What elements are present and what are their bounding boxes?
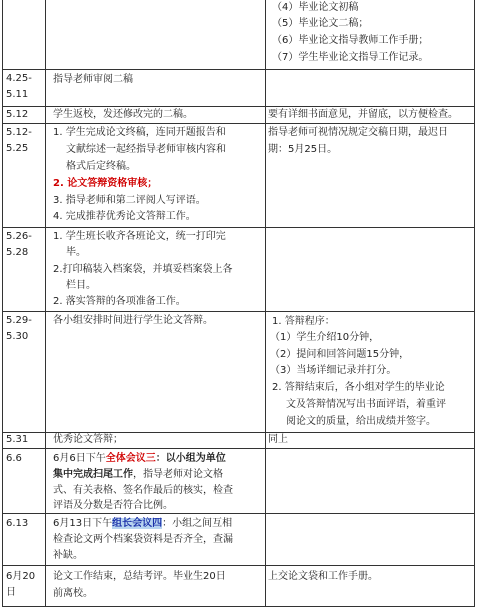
task-line: 格式后定终稿。 [66, 161, 136, 172]
task-line: 栏目。 [66, 280, 96, 291]
task-line [53, 467, 223, 483]
note-text: 期：5月25日。 [268, 144, 338, 155]
task-prefix: 6月6日下午 [53, 453, 106, 464]
procedure-line: 1. 答辩程序： [272, 316, 335, 327]
row-divider [2, 227, 475, 228]
note-text: 要有详细书面意见，并留底，以方便检查。 [268, 109, 458, 120]
list-item: （6）毕业论文指导教师工作手册； [272, 35, 429, 46]
meeting-title: 组长会议四 [112, 518, 163, 529]
date-cell: 6.13 [6, 518, 29, 529]
procedure-line: （2）提问和回答问题15分钟， [270, 349, 410, 360]
procedure-line: （3）当场详细记录并打分。 [270, 365, 397, 376]
row-divider [2, 311, 475, 312]
row-divider [2, 123, 475, 124]
row-divider [2, 565, 475, 566]
list-item: （7）学生毕业论文指导工作记录。 [272, 52, 429, 63]
date-cell: 5.12 [6, 109, 29, 120]
date-cell: 5.29- 5.30 [6, 315, 32, 342]
meeting-title: 全体会议三 [105, 453, 156, 464]
date-cell: 6月20 日 [6, 571, 36, 598]
task-line [53, 451, 226, 467]
task-line: 论文工作结束，总结考评。毕业生20日 [53, 571, 226, 582]
column-divider-content [265, 0, 266, 607]
table-border-bottom [2, 606, 475, 607]
note-text: 指导老师可视情况规定交稿日期，最迟日 [268, 127, 448, 138]
procedure-line: 阅论文的质量，给出成绩并签字。 [286, 416, 436, 427]
task-text: ：小组之间互相 [162, 518, 233, 529]
task-line: 2.打印稿装入档案袋，并填妥档案袋上各 [53, 264, 233, 275]
schedule-table [2, 0, 475, 607]
procedure-line: 文及答辩情况写出书面评语，着重评 [286, 399, 446, 410]
task-text: 学生返校，发还修改完的二稿。 [53, 109, 193, 120]
task-line: 式、有关表格、签名作最后的核实，检查 [53, 485, 233, 496]
list-item: （4）毕业论文初稿 [272, 2, 359, 13]
task-line [53, 516, 232, 532]
task-line-highlight: 2. 论文答辩资格审核； [53, 178, 158, 189]
table-border-left [2, 0, 3, 607]
task-emphasis: 集中完成扫尾工作 [53, 469, 133, 480]
task-line: 3. 指导老师和第二评阅人写评语。 [53, 195, 206, 206]
task-line: 1. 学生班长收齐各班论文，统一打印完 [53, 231, 226, 242]
column-divider-date [45, 0, 46, 607]
task-line: 评语及分数是否符合比例。 [53, 500, 173, 511]
task-line: 检查论文两个档案袋资料是否齐全，查漏 [53, 534, 233, 545]
task-line: 文献综述一起经指导老师审核内容和 [66, 144, 226, 155]
row-divider [2, 448, 475, 449]
task-text: 各小组安排时间进行学生论文答辩。 [53, 315, 213, 326]
note-text: 上交论文袋和工作手册。 [268, 571, 378, 582]
note-text: 同上 [268, 434, 288, 445]
task-prefix: 6月13日下午 [53, 518, 113, 529]
task-text: ，指导老师对论文格 [133, 469, 223, 480]
task-line: 1. 学生完成论文终稿，连同开题报告和 [53, 127, 226, 138]
list-item: （5）毕业论文二稿； [272, 18, 369, 29]
date-cell: 5.31 [6, 434, 29, 445]
task-emphasis: ：以小组为单位 [155, 453, 226, 464]
task-text: 优秀论文答辩； [53, 434, 123, 445]
procedure-line: （1）学生介绍10分钟， [270, 332, 380, 343]
date-cell: 6.6 [6, 453, 22, 464]
task-line: 毕。 [66, 247, 86, 258]
task-line: 前离校。 [53, 588, 93, 599]
date-cell: 5.26- 5.28 [6, 231, 32, 258]
task-line: 补缺。 [53, 550, 83, 561]
task-line: 2. 落实答辩的各项准备工作。 [53, 296, 186, 307]
date-cell: 4.25- 5.11 [6, 73, 32, 100]
task-line: 4. 完成推荐优秀论文答辩工作。 [53, 211, 196, 222]
table-border-right [474, 0, 475, 607]
date-cell: 5.12- 5.25 [6, 127, 32, 154]
task-text: 指导老师审阅二稿 [53, 74, 133, 85]
procedure-line: 2. 答辩结束后，各小组对学生的毕业论 [272, 382, 445, 393]
row-divider [2, 69, 475, 70]
